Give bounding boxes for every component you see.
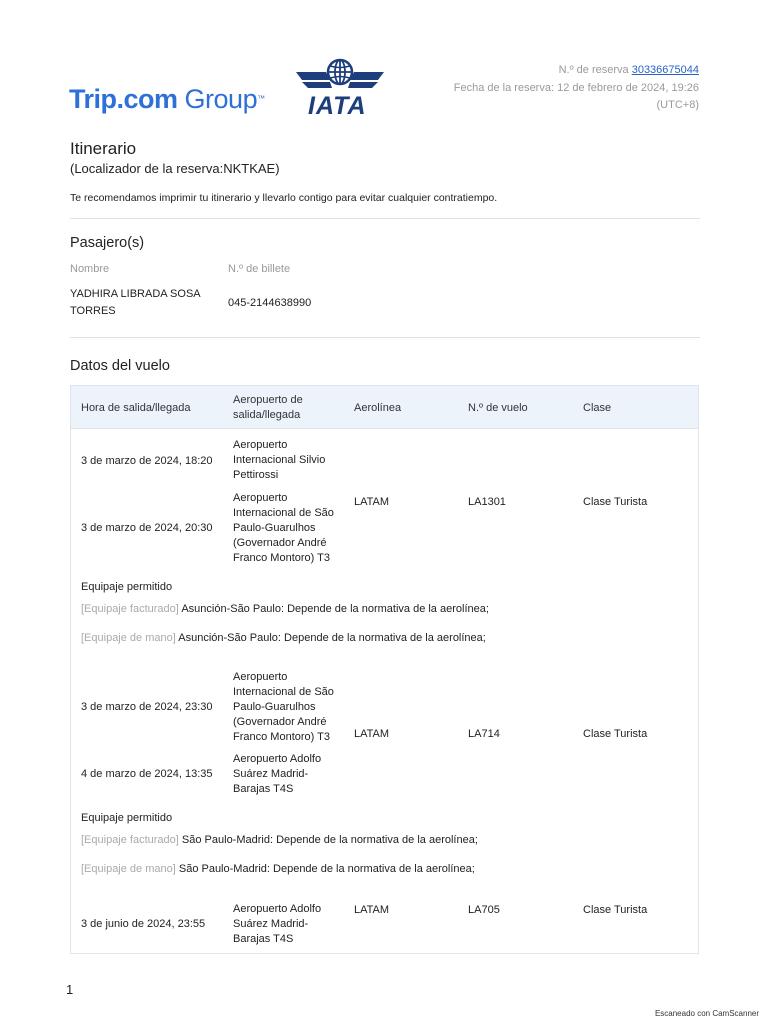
col-flight-no: N.º de vuelo (468, 402, 528, 414)
segment-1-baggage-title: Equipaje permitido (81, 581, 173, 593)
trip-com-group-logo: Trip.com Group™ (69, 84, 265, 114)
col-class: Clase (583, 402, 612, 414)
reservation-number: N.º de reserva 30336675044 (558, 64, 699, 76)
col-airline: Aerolínea (354, 402, 402, 414)
ticket-label: N.º de billete (228, 263, 291, 275)
reservation-timezone: (UTC+8) (656, 99, 699, 111)
segment-2-arrival-time: 4 de marzo de 2024, 13:35 (81, 768, 213, 780)
segment-2-class: Clase Turista (583, 728, 648, 740)
print-advice: Te recomendamos imprimir tu itinerario y llevarlo contigo para evitar cualquier contratiempo. (70, 192, 498, 204)
divider (70, 337, 700, 338)
segment-1-flight-no: LA1301 (468, 496, 506, 508)
segment-1-checked-baggage: [Equipaje facturado] Asunción-São Paulo: Depende de la normativa de la aerolínea; (81, 603, 489, 615)
segment-2-carry-on-baggage: [Equipaje de mano] São Paulo-Madrid: Depende de la normativa de la aerolínea; (81, 863, 475, 875)
col-time: Hora de salida/llegada (81, 402, 191, 414)
segment-1-airline: LATAM (354, 496, 390, 508)
divider (70, 218, 700, 219)
flight-details-title: Datos del vuelo (70, 358, 170, 374)
segment-3-departure-time: 3 de junio de 2024, 23:55 (81, 918, 206, 930)
segment-2-departure-airport: Aeropuerto Internacional de São Paulo-Guarulhos (Governador André Franco Montoro) T3 (233, 671, 334, 743)
ticket-number: 045-2144638990 (228, 297, 312, 309)
segment-3-class: Clase Turista (583, 904, 648, 916)
segment-1-departure-airport: Aeropuerto Internacional Silvio Pettirossi (233, 439, 326, 481)
segment-3-airline: LATAM (354, 904, 390, 916)
passenger-name: YADHIRA LIBRADA SOSA TORRES (70, 288, 201, 317)
itinerary-title: Itinerario (70, 139, 137, 158)
scanner-watermark: Escaneado con CamScanner (654, 1009, 759, 1018)
segment-1-carry-on-baggage: [Equipaje de mano] Asunción-São Paulo: Depende de la normativa de la aerolínea; (81, 632, 486, 644)
segment-2-flight-no: LA714 (468, 728, 500, 740)
segment-2-departure-time: 3 de marzo de 2024, 23:30 (81, 701, 213, 713)
segment-2-baggage-title: Equipaje permitido (81, 812, 173, 824)
segment-1-arrival-time: 3 de marzo de 2024, 20:30 (81, 522, 213, 534)
segment-1-arrival-airport: Aeropuerto Internacional de São Paulo-Guarulhos (Governador André Franco Montoro) T3 (233, 492, 334, 564)
segment-3-flight-no: LA705 (468, 904, 500, 916)
segment-2-checked-baggage: [Equipaje facturado] São Paulo-Madrid: Depende de la normativa de la aerolínea; (81, 834, 478, 846)
segment-1-class: Clase Turista (583, 496, 648, 508)
name-label: Nombre (70, 263, 110, 275)
segment-2-airline: LATAM (354, 728, 390, 740)
booking-locator: (Localizador de la reserva:NKTKAE) (70, 161, 280, 176)
segment-1-departure-time: 3 de marzo de 2024, 18:20 (81, 455, 213, 467)
col-airport: Aeropuerto de salida/llegada (233, 394, 303, 421)
passengers-title: Pasajero(s) (70, 235, 145, 251)
reservation-number-link[interactable]: 30336675044 (631, 64, 699, 76)
reservation-date: Fecha de la reserva: 12 de febrero de 2024, 19:26 (453, 82, 699, 94)
page-number: 1 (66, 982, 74, 997)
segment-2-arrival-airport: Aeropuerto Adolfo Suárez Madrid- Barajas T4S (233, 753, 322, 795)
iata-logo-text: IATA (308, 92, 367, 120)
segment-3-departure-airport: Aeropuerto Adolfo Suárez Madrid- Barajas T4S (233, 903, 322, 945)
